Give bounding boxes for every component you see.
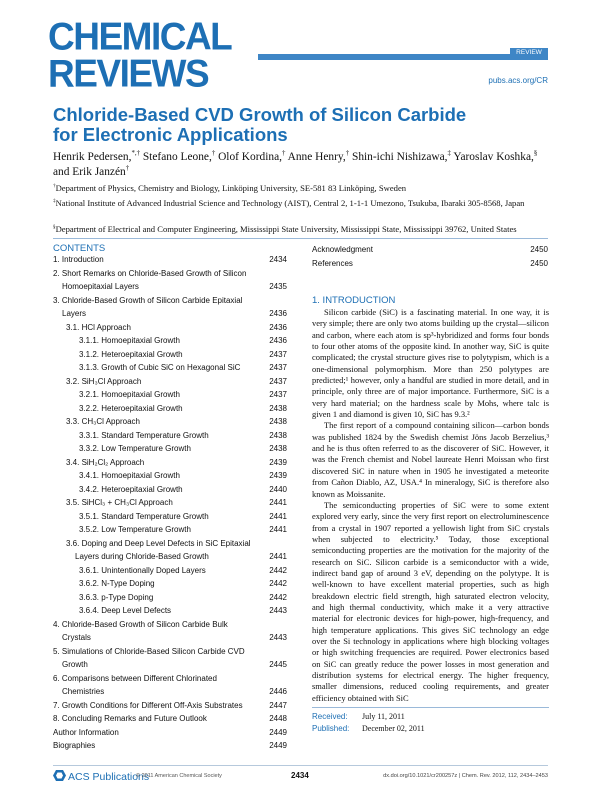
journal-logo-line-2: REVIEWS: [48, 51, 209, 95]
doi-citation-link[interactable]: dx.doi.org/10.1021/cr200257z | Chem. Rev. 2012, 112, 2434–2453: [383, 773, 548, 779]
journal-url-link[interactable]: pubs.acs.org/CR: [488, 76, 548, 85]
toc-entry[interactable]: [79, 334, 287, 347]
toc-entry-page: 2442: [269, 579, 287, 588]
toc-entry[interactable]: [79, 564, 287, 577]
toc-entry-label: Layers: [62, 309, 87, 318]
publication-dates: [312, 711, 425, 735]
toc-entry-page: 2440: [269, 484, 287, 494]
toc-entry-page: 2436: [269, 322, 287, 332]
toc-entry-page: 2450: [530, 245, 548, 254]
toc-entry-label: 4. Chloride-Based Growth of Silicon Carbide Bulk: [53, 619, 228, 629]
toc-entry[interactable]: [62, 280, 287, 293]
toc-entry[interactable]: [66, 375, 287, 388]
toc-entry[interactable]: [79, 510, 287, 523]
toc-entry[interactable]: [53, 253, 287, 266]
toc-entry[interactable]: [79, 604, 287, 617]
toc-entry[interactable]: [53, 672, 287, 685]
toc-entry[interactable]: [312, 257, 548, 270]
toc-entry-label: 3.4. SiH₂Cl₂ Approach: [66, 457, 145, 467]
toc-entry-label: Layers during Chloride-Based Growth: [75, 552, 209, 561]
toc-entry-page: 2441: [269, 511, 287, 521]
toc-entry-label: Crystals: [62, 633, 91, 642]
toc-entry[interactable]: [79, 402, 287, 415]
toc-entry-label: Growth: [62, 660, 88, 669]
toc-entry-label: 3.3.1. Standard Temperature Growth: [79, 430, 209, 440]
toc-entry-label: 3.6. Doping and Deep Level Defects in SiC Epitaxial: [66, 538, 251, 548]
acs-hexagon-icon: [53, 770, 66, 781]
toc-entry[interactable]: [53, 726, 287, 739]
toc-entry-page: 2435: [269, 282, 287, 291]
contents-heading: CONTENTS: [53, 243, 106, 254]
toc-entry-label: 7. Growth Conditions for Different Off-Axis Substrates: [53, 700, 243, 710]
paragraph: The first report of a compound containing silicon—carbon bonds was published 1824 by the Swedish chemist Jöns Jacob Berzelius,³ and he is thus often referred to as the discoverer of SiC. However, it was the French chemist and Nobel laureate Henri Moissan who first discovered SiC in nature when in 1905 he investigated a meteorite from Cañon Diablo, AZ, USA.⁴ In mineralogy, SiC is therefore also known as Moissanite.: [312, 420, 549, 499]
toc-entry-page: 2437: [269, 363, 287, 372]
toc-entry-label: References: [312, 258, 353, 268]
author-list: Henrik Pedersen,*,† Stefano Leone,† Olof Kordina,† Anne Henry,† Shin-ichi Nishizawa,‡ Yaroslav Koshka,§ and Erik Janzén†: [53, 150, 538, 178]
toc-entry[interactable]: [53, 739, 287, 752]
toc-entry[interactable]: [62, 631, 287, 644]
toc-entry[interactable]: [53, 267, 287, 280]
toc-entry-page: 2450: [530, 258, 548, 268]
toc-entry[interactable]: [79, 361, 287, 374]
toc-entry-label: 3.5. SiHCl₃ + CH₃Cl Approach: [66, 498, 173, 507]
toc-entry-label: 3.4.2. Heteroepitaxial Growth: [79, 484, 183, 494]
toc-entry-label: Acknowledgment: [312, 245, 373, 254]
toc-entry-page: 2441: [269, 552, 287, 561]
toc-entry-label: 3.6.2. N-Type Doping: [79, 579, 155, 588]
published-label: Published:: [312, 724, 350, 733]
section-badge: REVIEW: [510, 48, 548, 58]
toc-entry[interactable]: [66, 415, 287, 428]
table-of-contents-continued: [312, 243, 548, 273]
toc-entry-label: 8. Concluding Remarks and Future Outlook: [53, 714, 207, 723]
article-title-line-1: Chloride-Based CVD Growth of Silicon Carbide: [53, 104, 467, 125]
toc-entry-page: 2434: [269, 255, 287, 264]
toc-entry-page: 2437: [269, 349, 287, 359]
toc-entry-label: 3.2. SiH₃Cl Approach: [66, 376, 142, 386]
toc-entry-page: 2447: [269, 700, 287, 710]
toc-entry-label: Biographies: [53, 741, 96, 750]
toc-entry-label: 3. Chloride-Based Growth of Silicon Carbide Epitaxial: [53, 295, 243, 305]
toc-entry-label: Chemistries: [62, 687, 105, 696]
publisher-logo: ACS Publications: [53, 770, 149, 783]
toc-entry-label: 3.1.1. Homoepitaxial Growth: [79, 336, 180, 345]
toc-entry-label: 3.4.1. Homoepitaxial Growth: [79, 471, 180, 480]
toc-entry[interactable]: [66, 456, 287, 469]
table-of-contents: [53, 253, 287, 763]
toc-entry[interactable]: [79, 348, 287, 361]
toc-entry[interactable]: [79, 388, 287, 401]
toc-entry[interactable]: [66, 321, 287, 334]
toc-entry-label: 3.6.3. p-Type Doping: [79, 592, 154, 602]
toc-entry[interactable]: [79, 442, 287, 455]
toc-entry-label: Author Information: [53, 727, 119, 737]
footer-divider: [53, 765, 548, 766]
toc-entry-label: 3.3.2. Low Temperature Growth: [79, 444, 191, 453]
paragraph: Silicon carbide (SiC) is a fascinating material. In one way, it is very simple; there are only two atoms building up the crystal—silicon and carbon, where each atom is sp³-hybridized and forms four bonds to four other atoms of the opposite kind. In another way, SiC is quite complicated; the crystal structure gives rise to polytypism, which is a one-dimensional polymorphism. More than 250 polytypes are predicted;¹ however, only a handful are studied in more detail, and in principle, only three are of major importance. Furthermore, SiC is a very hard material; on the hardness scale by Mohs, where talc is given 1 and diamond is given 10, SiC has 9.3.²: [312, 307, 549, 420]
toc-entry[interactable]: [79, 429, 287, 442]
toc-entry[interactable]: [62, 658, 287, 671]
toc-entry[interactable]: [79, 469, 287, 482]
toc-entry-page: 2446: [269, 687, 287, 696]
toc-entry[interactable]: [62, 307, 287, 320]
toc-entry-page: 2449: [269, 741, 287, 750]
affiliation-3: §Department of Electrical and Computer Engineering, Mississippi State University, Mississippi State, Mississippi 39762, United States: [53, 224, 517, 234]
toc-entry-page: 2439: [269, 457, 287, 467]
toc-entry[interactable]: [53, 618, 287, 631]
toc-entry-label: 3.5.1. Standard Temperature Growth: [79, 511, 209, 521]
toc-entry-page: 2449: [269, 727, 287, 737]
toc-entry[interactable]: [66, 537, 287, 550]
toc-entry-page: 2438: [269, 430, 287, 440]
received-label: Received:: [312, 712, 348, 721]
journal-logo-line-1: CHEMICAL: [48, 14, 232, 58]
paragraph: The semiconducting properties of SiC were to some extent explored very early, since the very first report on electroluminescence from a crystal in 1907 reported a yellowish light from SiC crystals when subjected to electricity.⁵ Today, those exceptional semiconducting properties are the motivation for the majority of the research on SiC. Silicon carbide is a semiconductor with a wide, indirect band gap of around 3 eV, depending on the polytype. It is well-known to have excellent material properties, such as high breakdown electric field strength, high saturated electron velocity, and high thermal conductivity, which make it a very attractive material for electronic devices for high-power, high-frequency, and high temperature applications. This gives SiC technology an edge over the Si technology in applications where high blocking voltages or high switching frequencies are required. Power electronics based on SiC can greatly reduce the power losses in most generation and distribution systems for electrical energy. The higher frequency, smaller dimensions, reduced cooling requirements, and greater efficiency obtained with SiC: [312, 499, 549, 703]
toc-entry-label: 3.3. CH₃Cl Approach: [66, 417, 140, 426]
toc-entry-label: 3.6.1. Unintentionally Doped Layers: [79, 565, 206, 575]
toc-entry-label: 1. Introduction: [53, 255, 104, 264]
toc-entry-label: 3.2.1. Homoepitaxial Growth: [79, 390, 180, 399]
toc-entry-label: 3.5.2. Low Temperature Growth: [79, 525, 191, 534]
page-number: 2434: [291, 771, 309, 780]
toc-entry-label: Homoepitaxial Layers: [62, 282, 139, 291]
toc-entry-page: 2442: [269, 592, 287, 602]
toc-entry[interactable]: [53, 712, 287, 725]
affiliation-2: ‡National Institute of Advanced Industrial Science and Technology (AIST), Central 2, 1-1-1 Umezono, Tsukuba, Ibaraki 305-8568, Japan: [53, 198, 525, 208]
toc-entry-label: 5. Simulations of Chloride-Based Silicon Carbide CVD: [53, 646, 245, 656]
published-date: December 02, 2011: [362, 724, 425, 733]
toc-entry-label: 3.1.2. Heteroepitaxial Growth: [79, 349, 183, 359]
toc-entry-label: 3.2.2. Heteroepitaxial Growth: [79, 403, 183, 413]
toc-entry-label: 6. Comparisons between Different Chlorinated: [53, 673, 217, 683]
toc-entry-page: 2443: [269, 633, 287, 642]
toc-entry[interactable]: [53, 699, 287, 712]
affiliation-1: †Department of Physics, Chemistry and Biology, Linköping University, SE-581 83 Linköping, Sweden: [53, 183, 407, 193]
toc-entry-label: 3.1. HCl Approach: [66, 322, 131, 332]
toc-entry[interactable]: [66, 496, 287, 509]
toc-entry-page: 2438: [269, 403, 287, 413]
toc-entry-page: 2441: [269, 525, 287, 534]
received-date: July 11, 2011: [362, 712, 405, 721]
masthead-rule: [258, 54, 548, 60]
toc-entry[interactable]: [53, 294, 287, 307]
toc-entry[interactable]: [75, 550, 287, 563]
toc-entry[interactable]: [79, 577, 287, 590]
toc-entry-page: 2438: [269, 417, 287, 426]
toc-entry-page: 2445: [269, 660, 287, 669]
header-divider: [53, 238, 548, 239]
toc-entry[interactable]: [79, 591, 287, 604]
toc-entry[interactable]: [79, 483, 287, 496]
toc-entry-page: 2436: [269, 309, 287, 318]
toc-entry-label: 2. Short Remarks on Chloride-Based Growth of Silicon: [53, 268, 247, 278]
toc-entry-page: 2448: [269, 714, 287, 723]
copyright-notice: © 2011 American Chemical Society: [136, 773, 222, 779]
toc-entry[interactable]: [312, 243, 548, 256]
toc-entry-page: 2443: [269, 606, 287, 615]
toc-entry-page: 2437: [269, 376, 287, 386]
section-heading-introduction: 1. INTRODUCTION: [312, 295, 396, 306]
toc-entry-page: 2439: [269, 471, 287, 480]
introduction-body: [312, 307, 549, 704]
dates-divider: [312, 707, 549, 708]
toc-entry[interactable]: [79, 523, 287, 536]
article-title-line-2: for Electronic Applications: [53, 124, 288, 145]
toc-entry[interactable]: [62, 685, 287, 698]
toc-entry-page: 2442: [269, 565, 287, 575]
toc-entry-page: 2436: [269, 336, 287, 345]
toc-entry[interactable]: [53, 645, 287, 658]
toc-entry-page: 2437: [269, 390, 287, 399]
toc-entry-page: 2438: [269, 444, 287, 453]
toc-entry-page: 2441: [269, 498, 287, 507]
toc-entry-label: 3.6.4. Deep Level Defects: [79, 606, 172, 615]
toc-entry-label: 3.1.3. Growth of Cubic SiC on Hexagonal SiC: [79, 363, 241, 372]
